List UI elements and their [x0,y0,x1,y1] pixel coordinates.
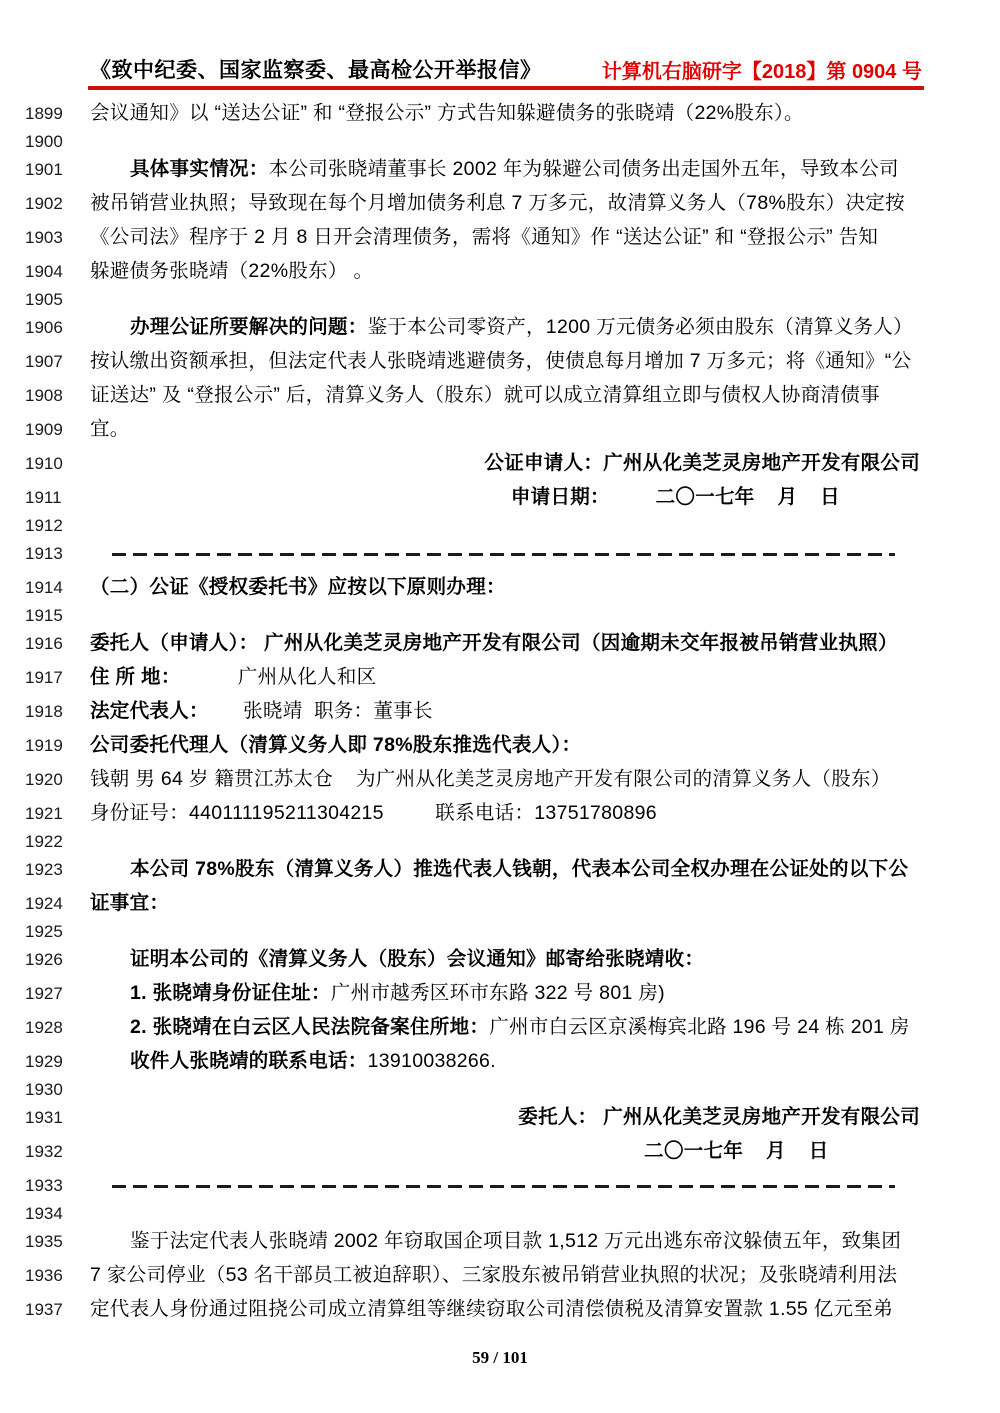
line-number: 1906 [25,318,63,337]
header-rule [88,86,924,90]
line-number: 1904 [25,262,63,281]
text-segment: 二〇一七年 月 日 [644,1140,920,1163]
line-content [90,553,1000,556]
text-segment: 13910038266. [367,1050,496,1073]
line-number: 1911 [25,488,62,507]
text-segment: 证明本公司的《清算义务人（股东）会议通知》邮寄给张晓靖收： [130,948,705,971]
text-segment: （二）公证《授权委托书》应按以下原则办理： [90,576,506,599]
line-content [90,451,1000,476]
document-body [0,97,1000,1327]
line-content [90,1049,1000,1074]
text-segment: 2. 张晓靖在白云区人民法院备案住所地： [130,1016,490,1039]
page-indicator: 59 / 101 [472,1348,528,1367]
document-line [0,571,1000,605]
line-content [90,767,1000,792]
line-content [90,575,1000,600]
text-segment: 张晓靖 职务：董事长 [208,700,433,723]
document-line [0,831,1000,853]
line-number: 1902 [25,194,63,213]
text-segment: 证事宜： [90,892,170,915]
document-line [0,797,1000,831]
text-segment: 宜。 [90,418,130,441]
text-segment: 本公司 78%股东（清算义务人）推选代表人钱朝，代表本公司全权办理在公证处的以下公 [130,858,909,881]
line-content [90,631,1000,656]
document-line [0,1045,1000,1079]
text-segment: 申请日期： 二〇一七年 月 日 [510,486,920,509]
line-content [90,1105,1000,1130]
text-segment: 躲避债务张晓靖（22%股东） 。 [90,260,374,283]
line-content [90,1015,1000,1040]
document-line [0,97,1000,131]
line-content [90,1139,1000,1164]
line-number: 1936 [25,1266,63,1285]
line-number: 1916 [25,634,63,653]
text-segment: 会议通知》以 “送达公证” 和 “登报公示” 方式告知躲避债务的张晓靖（22%股东）。 [90,102,804,125]
line-number: 1934 [25,1204,63,1223]
document-line [0,1079,1000,1101]
text-segment: 本公司张晓靖董事长 2002 年为躲避公司债务出走国外五年，导致本公司 [268,158,899,181]
text-segment: 按认缴出资额承担，但法定代表人张晓靖逃避债务，使债息每月增加 7 万多元；将《通知》“公 [90,350,912,373]
document-line [0,1135,1000,1169]
header-doc-number: 计算机右脑研字【2018】第 0904 号 [601,61,922,83]
document-line [0,289,1000,311]
line-number: 1937 [25,1300,63,1319]
line-number: 1933 [25,1176,63,1195]
text-segment: 广州从化人和区 [180,666,377,689]
line-number: 1935 [25,1232,63,1251]
document-line [0,447,1000,481]
line-content [90,1185,1000,1188]
document-line [0,345,1000,379]
line-number: 1925 [25,922,63,941]
page-header [90,54,922,84]
line-number: 1929 [25,1052,63,1071]
line-number: 1928 [25,1018,63,1037]
line-content [90,349,1000,374]
document-line [0,481,1000,515]
line-number: 1900 [25,132,63,151]
document-line [0,943,1000,977]
page-footer [0,1348,1000,1368]
page-title: 《致中纪委、国家监察委、最高检公开举报信》 [90,59,542,82]
text-segment: 鉴于法定代表人张晓靖 2002 年窃取国企项目款 1,512 万元出逃东帝汶躲债五年，致集团 [130,1230,902,1253]
line-number: 1912 [25,516,63,535]
line-content [90,259,1000,284]
document-line [0,977,1000,1011]
document-line [0,1169,1000,1203]
line-number: 1931 [25,1108,63,1127]
text-segment: 办理公证所要解决的问题： [130,316,368,339]
document-line [0,153,1000,187]
text-segment: 1. 张晓靖身份证住址： [130,982,331,1005]
line-number: 1932 [25,1142,63,1161]
line-content [90,157,1000,182]
line-number: 1917 [25,668,63,687]
line-content [90,417,1000,442]
line-number: 1918 [25,702,63,721]
line-number: 1910 [25,454,63,473]
text-segment: 广州市越秀区环市东路 322 号 801 房) [330,982,665,1005]
line-number: 1901 [25,160,63,179]
line-content [90,1297,1000,1322]
document-line [0,187,1000,221]
line-number: 1909 [25,420,63,439]
text-segment: 广州市白云区京溪梅宾北路 196 号 24 栋 201 房 [489,1016,910,1039]
document-line [0,627,1000,661]
text-segment: 定代表人身份通过阻挠公司成立清算组等继续窃取公司清偿债税及清算安置款 1.55 亿元至弟 [90,1298,893,1321]
text-segment: 鉴于本公司零资产，1200 万元债务必须由股东（清算义务人） [367,316,913,339]
document-line [0,1259,1000,1293]
line-number: 1920 [25,770,63,789]
text-segment: 具体事实情况： [130,158,269,181]
text-segment: 7 家公司停业（53 名干部员工被迫辞职）、三家股东被吊销营业执照的状况；及张晓靖利用法 [90,1264,898,1287]
line-number: 1907 [25,352,63,371]
text-segment: 公证申请人：广州从化美芝灵房地产开发有限公司 [484,452,920,475]
dashed-divider [112,553,895,556]
document-line [0,1011,1000,1045]
line-number: 1908 [25,386,63,405]
document-line [0,255,1000,289]
line-number: 1926 [25,950,63,969]
line-content [90,891,1000,916]
document-line [0,537,1000,571]
line-number: 1903 [25,228,63,247]
line-content [90,485,1000,510]
dashed-divider [112,1185,895,1188]
document-line [0,515,1000,537]
document-line [0,921,1000,943]
document-line [0,661,1000,695]
line-content [90,857,1000,882]
text-segment: 委托人： 广州从化美芝灵房地产开发有限公司 [518,1106,920,1129]
line-content [90,801,1000,826]
document-line [0,887,1000,921]
line-number: 1915 [25,606,63,625]
line-number: 1930 [25,1080,63,1099]
document-line [0,1293,1000,1327]
line-number: 1914 [25,578,63,597]
document-line [0,311,1000,345]
text-segment: 被吊销营业执照；导致现在每个月增加债务利息 7 万多元，故清算义务人（78%股东）决定按 [90,192,905,215]
document-line [0,853,1000,887]
text-segment: 委托人（申请人）： 广州从化美芝灵房地产开发有限公司（因逾期未交年报被吊销营业执照） [90,632,898,655]
line-number: 1905 [25,290,63,309]
line-number: 1927 [25,984,63,1003]
line-content [90,733,1000,758]
text-segment: 身份证号：440111195211304215 联系电话：13751780896 [90,802,657,825]
text-segment: 证送达” 及 “登报公示” 后，清算义务人（股东）就可以成立清算组立即与债权人协商清债事 [90,384,880,407]
line-content [90,383,1000,408]
document-line [0,605,1000,627]
line-content [90,981,1000,1006]
line-number: 1913 [25,544,63,563]
line-content [90,191,1000,216]
document-line [0,379,1000,413]
line-content [90,699,1000,724]
line-number: 1919 [25,736,63,755]
line-number: 1899 [25,104,63,123]
document-line [0,131,1000,153]
document-line [0,729,1000,763]
text-segment: 《公司法》程序于 2 月 8 日开会清理债务，需将《通知》作 “送达公证” 和 “登报公示” 告知 [90,226,879,249]
line-number: 1921 [25,804,63,823]
line-content [90,665,1000,690]
text-segment: 公司委托代理人（清算义务人即 78%股东推选代表人）： [90,734,582,757]
line-content [90,947,1000,972]
line-content [90,101,1000,126]
document-line [0,1225,1000,1259]
line-number: 1923 [25,860,63,879]
text-segment: 住 所 地： [90,666,181,689]
text-segment: 收件人张晓靖的联系电话： [130,1050,368,1073]
document-line [0,763,1000,797]
document-line [0,413,1000,447]
text-segment: 钱朝 男 64 岁 籍贯江苏太仓 为广州从化美芝灵房地产开发有限公司的清算义务人（股东） [90,768,891,791]
line-content [90,315,1000,340]
document-line [0,221,1000,255]
line-content [90,225,1000,250]
line-content [90,1263,1000,1288]
text-segment: 法定代表人： [90,700,209,723]
line-content [90,1229,1000,1254]
document-line [0,695,1000,729]
document-line [0,1203,1000,1225]
line-number: 1924 [25,894,63,913]
document-line [0,1101,1000,1135]
line-number: 1922 [25,832,63,851]
